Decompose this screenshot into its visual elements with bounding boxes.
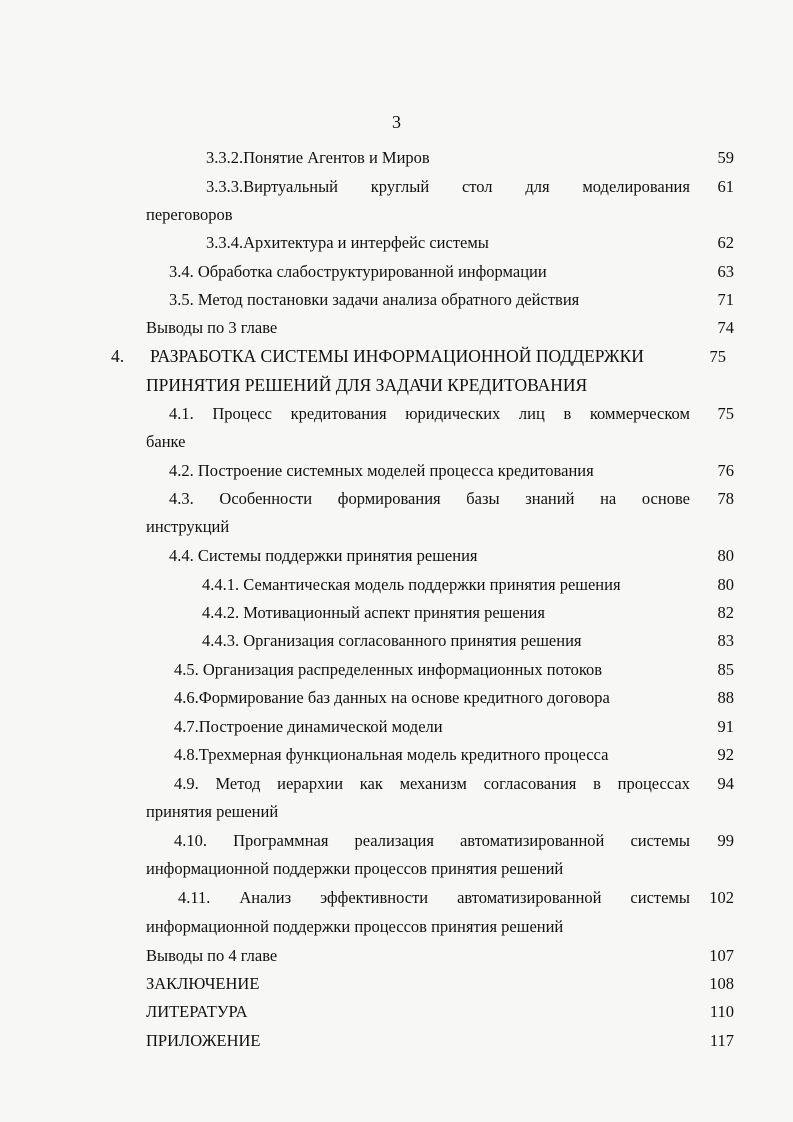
- chapter-number: 4.: [111, 346, 125, 366]
- word: кредитования: [290, 404, 387, 423]
- toc-page-3-3-2: 59: [717, 148, 734, 167]
- word: 4.3.: [169, 489, 194, 508]
- toc-entry-4-11-cont: информационной поддержки процессов принятия решений: [146, 917, 564, 936]
- word: базы: [466, 489, 500, 508]
- word: системы: [630, 888, 690, 907]
- word: моделирования: [582, 177, 690, 196]
- toc-page-conclusions-3: 74: [717, 318, 734, 337]
- toc-page-4-5: 85: [717, 660, 734, 679]
- word: юридических: [405, 404, 501, 423]
- word: в: [593, 774, 601, 793]
- word: коммерческом: [589, 404, 690, 423]
- toc-entry-appendix[interactable]: ПРИЛОЖЕНИЕ: [146, 1031, 261, 1050]
- word: Анализ: [239, 888, 292, 907]
- toc-entry-4-10-cont: информационной поддержки процессов принятия решений: [146, 859, 564, 878]
- toc-page-3-4: 63: [717, 262, 734, 281]
- toc-entry-4-8[interactable]: 4.8.Трехмерная функциональная модель кредитного процесса: [174, 745, 609, 764]
- word: как: [359, 774, 383, 793]
- toc-entry-3-3-3-cont: переговоров: [146, 205, 233, 224]
- toc-page-literature: 110: [709, 1002, 734, 1021]
- word: эффективности: [320, 888, 429, 907]
- toc-page-4-4-1: 80: [717, 575, 734, 594]
- word: Особенности: [219, 489, 313, 508]
- toc-entry-4-1[interactable]: [169, 404, 690, 424]
- word: реализация: [354, 831, 434, 850]
- toc-page-4-8: 92: [717, 745, 734, 764]
- toc-page-4-4-2: 82: [717, 603, 734, 622]
- toc-entry-4-6[interactable]: 4.6.Формирование баз данных на основе кредитного договора: [174, 688, 610, 707]
- toc-entry-3-3-2[interactable]: 3.3.2.Понятие Агентов и Миров: [206, 148, 430, 167]
- toc-entry-chapter-4[interactable]: РАЗРАБОТКА СИСТЕМЫ ИНФОРМАЦИОННОЙ ПОДДЕРЖКИ: [150, 346, 644, 366]
- toc-page-4-4-3: 83: [717, 631, 734, 650]
- word: иерархии: [277, 774, 344, 793]
- toc-page-3-3-3: 61: [717, 177, 734, 196]
- toc-entry-conclusions-3[interactable]: Выводы по 3 главе: [146, 318, 278, 337]
- toc-entry-3-5[interactable]: 3.5. Метод постановки задачи анализа обратного действия: [169, 290, 580, 309]
- word: для: [525, 177, 550, 196]
- toc-page-conclusion: 108: [709, 974, 734, 993]
- word: в: [563, 404, 572, 423]
- word: 4.10.: [174, 831, 207, 850]
- word: круглый: [370, 177, 430, 196]
- word: 4.9.: [174, 774, 199, 793]
- toc-page-conclusions-4: 107: [709, 946, 734, 965]
- toc-entry-literature[interactable]: ЛИТЕРАТУРА: [146, 1002, 248, 1021]
- toc-page-3-5: 71: [717, 290, 734, 309]
- toc-entry-4-9[interactable]: [174, 774, 690, 794]
- word: 4.11.: [178, 888, 211, 907]
- toc-entry-4-4-1[interactable]: 4.4.1. Семантическая модель поддержки принятия решения: [202, 575, 621, 594]
- toc-entry-3-4[interactable]: 3.4. Обработка слабоструктурированной информации: [169, 262, 547, 281]
- toc-entry-conclusions-4[interactable]: Выводы по 4 главе: [146, 946, 278, 965]
- word: знаний: [525, 489, 575, 508]
- toc-entry-4-5[interactable]: 4.5. Организация распределенных информационных потоков: [174, 660, 603, 679]
- toc-entry-chapter-4-cont: ПРИНЯТИЯ РЕШЕНИЙ ДЛЯ ЗАДАЧИ КРЕДИТОВАНИЯ: [146, 375, 588, 395]
- toc-entry-3-3-4[interactable]: 3.3.4.Архитектура и интерфейс системы: [206, 233, 489, 252]
- word: механизм: [399, 774, 467, 793]
- toc-entry-4-4-2[interactable]: 4.4.2. Мотивационный аспект принятия решения: [202, 603, 545, 622]
- toc-page-4-4: 80: [717, 546, 734, 565]
- toc-entry-4-3[interactable]: [169, 489, 690, 509]
- toc-page-4-9: 94: [717, 774, 734, 793]
- toc-entry-4-11[interactable]: [178, 888, 690, 908]
- toc-page-4-1: 75: [717, 404, 734, 423]
- toc-page-4-6: 88: [717, 688, 734, 707]
- toc-entry-4-9-cont: принятия решений: [146, 802, 279, 821]
- word: автоматизированной: [457, 888, 602, 907]
- word: на: [600, 489, 617, 508]
- toc-page-4-2: 76: [717, 461, 734, 480]
- word: формирования: [337, 489, 441, 508]
- toc-entry-4-2[interactable]: 4.2. Построение системных моделей процесса кредитования: [169, 461, 594, 480]
- toc-entry-4-3-cont: инструкций: [146, 517, 230, 536]
- toc-entry-4-4[interactable]: 4.4. Системы поддержки принятия решения: [169, 546, 478, 565]
- page-number: 3: [392, 112, 401, 132]
- word: основе: [641, 489, 690, 508]
- toc-page-3-3-4: 62: [717, 233, 734, 252]
- word: Процесс: [212, 404, 272, 423]
- toc-page-4-7: 91: [717, 717, 734, 736]
- word: автоматизированной: [459, 831, 605, 850]
- toc-page-appendix: 117: [709, 1031, 734, 1050]
- word: процессах: [617, 774, 690, 793]
- word: Программная: [233, 831, 329, 850]
- word: системы: [630, 831, 690, 850]
- toc-entry-4-10[interactable]: [174, 831, 690, 851]
- toc-entry-4-1-cont: банке: [146, 432, 186, 451]
- toc-entry-4-4-3[interactable]: 4.4.3. Организация согласованного принятия решения: [202, 631, 582, 650]
- toc-page-4-11: 102: [709, 888, 734, 907]
- toc-entry-3-3-3[interactable]: [206, 177, 690, 197]
- word: 4.1.: [169, 404, 194, 423]
- toc-page-4-3: 78: [717, 489, 734, 508]
- toc-entry-4-7[interactable]: 4.7.Построение динамической модели: [174, 717, 443, 736]
- toc-page-4-10: 99: [717, 831, 734, 850]
- word: Метод: [215, 774, 261, 793]
- word: лиц: [518, 404, 545, 423]
- toc-page-chapter-4: 75: [709, 347, 726, 366]
- word: стол: [461, 177, 493, 196]
- word: согласования: [483, 774, 577, 793]
- toc-entry-conclusion[interactable]: ЗАКЛЮЧЕНИЕ: [146, 974, 260, 993]
- word: 3.3.3.Виртуальный: [206, 177, 338, 196]
